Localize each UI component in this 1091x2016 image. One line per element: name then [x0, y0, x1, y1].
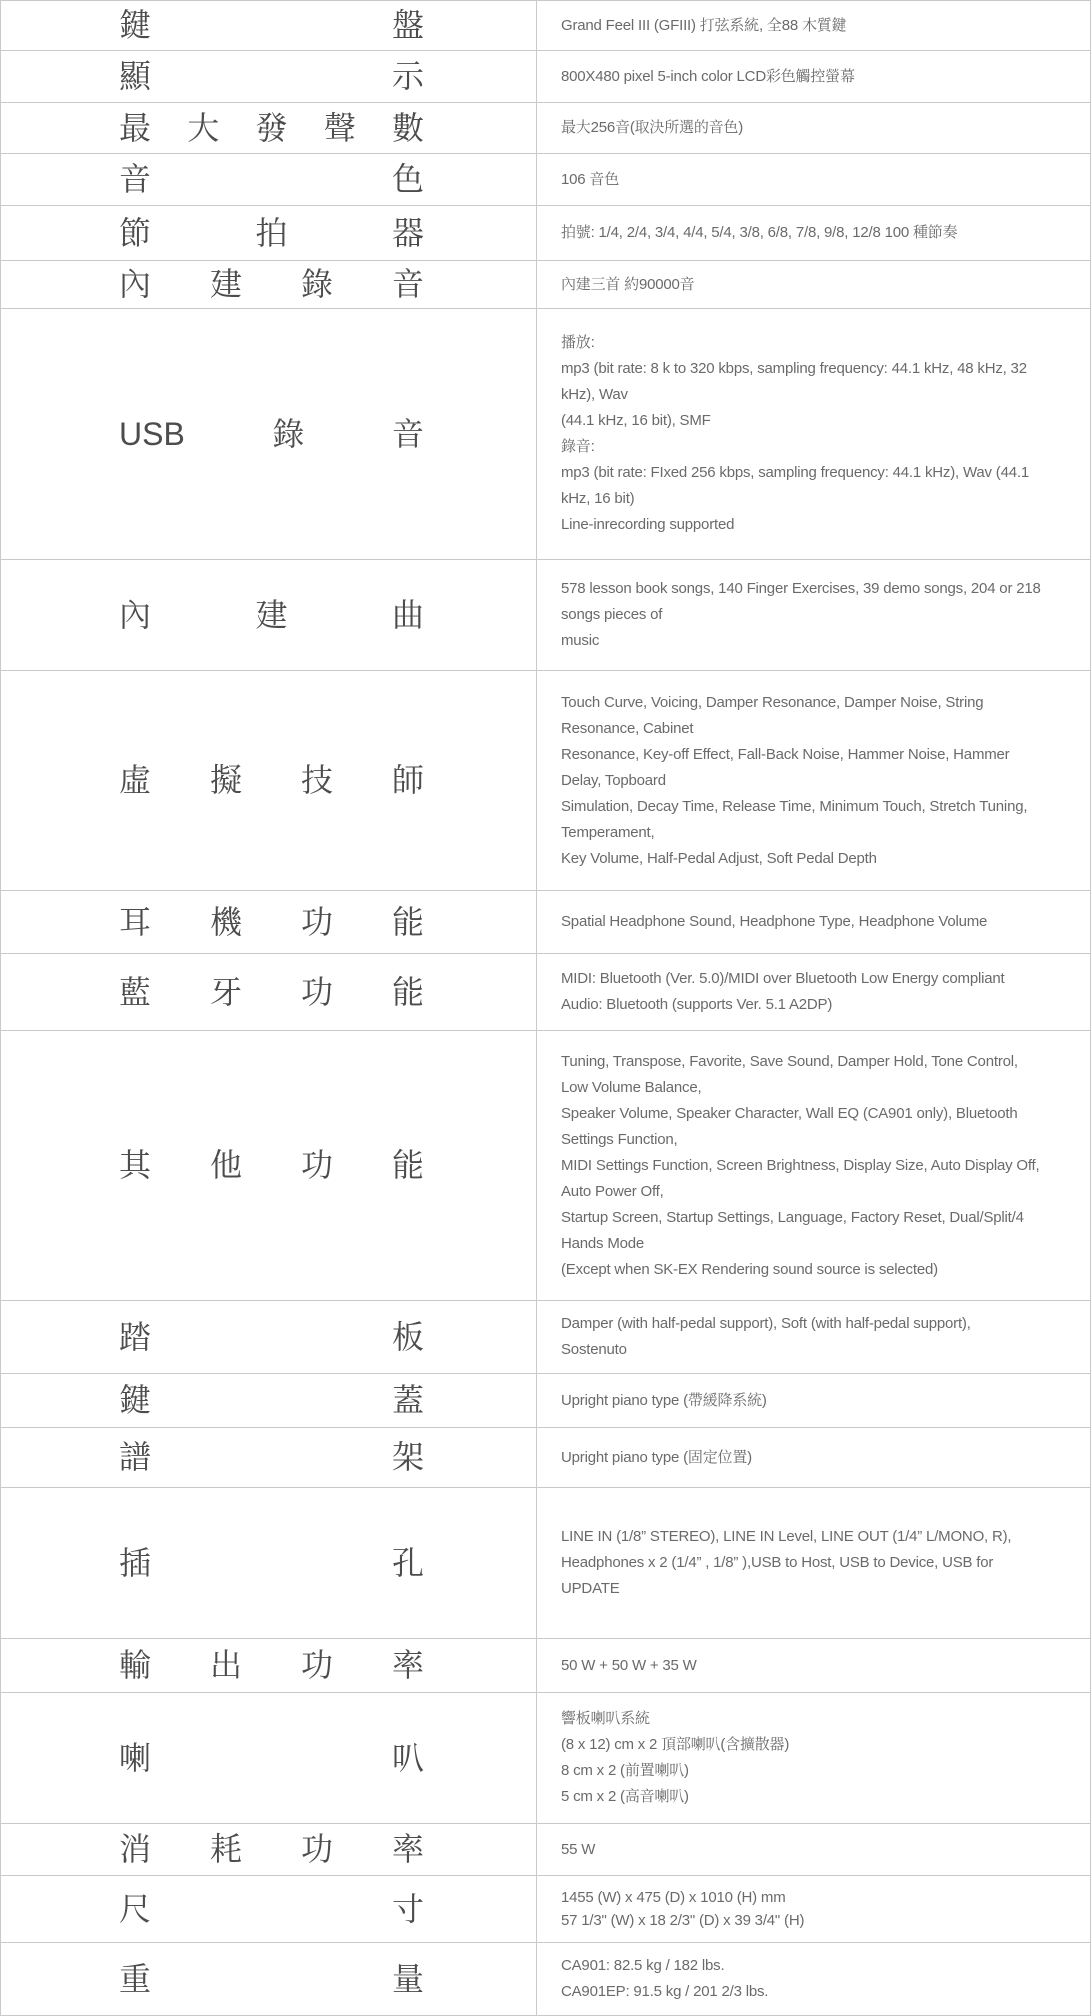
spec-value-line: Audio: Bluetooth (supports Ver. 5.1 A2DP) — [561, 996, 833, 1013]
label-char: 音 — [391, 266, 424, 303]
label-char: 數 — [391, 109, 424, 146]
label-char: 量 — [391, 1960, 424, 1997]
spec-row-internal-recorder — [1, 261, 1090, 309]
spec-value-line: Upright piano type (帶緩降系統) — [561, 1391, 767, 1409]
spec-label-text — [1, 1378, 536, 1423]
spec-row-usb-recorder — [1, 309, 1090, 560]
label-char: 大 — [187, 109, 220, 146]
spec-label-power-consumption — [1, 1824, 537, 1875]
spec-label-keyboard — [1, 1, 537, 50]
spec-row-pedals — [1, 1301, 1090, 1374]
spec-label-text — [1, 106, 536, 151]
label-char: 踏 — [119, 1318, 152, 1355]
label-char: 其 — [119, 1147, 152, 1184]
label-char: 譜 — [119, 1439, 152, 1476]
label-char: 內 — [119, 266, 152, 303]
spec-value-line: Tuning, Transpose, Favorite, Save Sound, Damper Hold, Tone Control, — [561, 1052, 1018, 1070]
spec-value-jacks — [537, 1488, 1090, 1638]
label-char: 建 — [255, 596, 288, 633]
spec-value-line: 57 1/3" (W) x 18 2/3" (D) x 39 3/4" (H) — [561, 1912, 805, 1929]
spec-label-speakers — [1, 1693, 537, 1823]
spec-value-keyboard — [537, 1, 1090, 50]
spec-value-dimensions — [537, 1876, 1090, 1942]
label-char: 功 — [300, 1147, 333, 1184]
spec-label-text — [1, 1643, 536, 1688]
spec-value-line: 內建三首 約90000音 — [561, 275, 695, 293]
spec-value-line: 播放: — [561, 334, 595, 351]
spec-row-virtual-technician — [1, 671, 1090, 891]
label-char: 聲 — [323, 109, 356, 146]
label-char: 蓋 — [391, 1382, 424, 1419]
spec-value-line: (8 x 12) cm x 2 頂部喇叭(含擴散器) — [561, 1736, 790, 1753]
label-char: 色 — [391, 161, 424, 198]
label-char: 師 — [391, 762, 424, 799]
label-char: 他 — [209, 1147, 242, 1184]
label-char: 音 — [119, 161, 152, 198]
spec-label-max-polyphony — [1, 103, 537, 153]
label-char: 建 — [209, 266, 242, 303]
label-char: 插 — [119, 1544, 152, 1581]
label-char: 能 — [391, 973, 424, 1010]
spec-label-usb-recorder — [1, 309, 537, 559]
label-char: 能 — [391, 903, 424, 940]
spec-value-line: 5 cm x 2 (高音喇叭) — [561, 1788, 689, 1805]
spec-label-key-cover — [1, 1374, 537, 1427]
spec-value-power-consumption — [537, 1824, 1090, 1875]
spec-label-text — [1, 1827, 536, 1872]
spec-label-other-functions — [1, 1031, 537, 1300]
spec-value-line: Auto Power Off, — [561, 1182, 664, 1200]
spec-label-jacks — [1, 1488, 537, 1638]
spec-row-dimensions — [1, 1876, 1090, 1943]
spec-row-display — [1, 51, 1090, 103]
spec-value-usb-recorder — [537, 309, 1090, 559]
spec-value-max-polyphony — [537, 103, 1090, 153]
spec-row-jacks — [1, 1488, 1090, 1639]
label-char: 虛 — [119, 762, 152, 799]
spec-row-bluetooth-functions — [1, 954, 1090, 1031]
label-char: 牙 — [209, 973, 242, 1010]
label-char: 架 — [391, 1439, 424, 1476]
spec-value-internal-recorder — [537, 261, 1090, 308]
label-char: 重 — [119, 1960, 152, 1997]
label-char: 機 — [209, 903, 242, 940]
spec-label-bluetooth-functions — [1, 954, 537, 1030]
spec-label-text — [1, 1887, 536, 1932]
spec-value-line: MIDI: Bluetooth (Ver. 5.0)/MIDI over Bluetooth Low Energy compliant — [561, 970, 1005, 987]
label-char: 耗 — [209, 1831, 242, 1868]
label-char: 功 — [300, 1647, 333, 1684]
spec-value-internal-songs — [537, 560, 1090, 670]
spec-value-line: songs pieces of — [561, 606, 663, 623]
spec-value-line: Delay, Topboard — [561, 771, 666, 789]
spec-label-text — [1, 1315, 536, 1360]
label-char: 功 — [300, 973, 333, 1010]
spec-value-line: Sostenuto — [561, 1341, 627, 1358]
label-char: USB — [119, 415, 185, 452]
label-char: 消 — [119, 1831, 152, 1868]
spec-value-line: Line-inrecording supported — [561, 516, 735, 533]
label-char: 錄 — [300, 266, 333, 303]
spec-row-output-power — [1, 1639, 1090, 1693]
spec-value-display — [537, 51, 1090, 102]
spec-value-other-functions — [537, 1031, 1090, 1300]
label-char: 能 — [391, 1147, 424, 1184]
label-char: 板 — [391, 1318, 424, 1355]
spec-value-line: Speaker Volume, Speaker Character, Wall EQ (CA901 only), Bluetooth — [561, 1104, 1018, 1122]
spec-value-line: 1455 (W) x 475 (D) x 1010 (H) mm — [561, 1889, 786, 1906]
spec-value-line: LINE IN (1/8” STEREO), LINE IN Level, LINE OUT (1/4” L/MONO, R), — [561, 1528, 1012, 1545]
spec-value-line: Touch Curve, Voicing, Damper Resonance, Damper Noise, String — [561, 693, 984, 711]
spec-value-virtual-technician — [537, 671, 1090, 890]
spec-value-line: Grand Feel III (GFIII) 打弦系統, 全88 木質鍵 — [561, 16, 847, 34]
spec-label-internal-songs — [1, 560, 537, 670]
spec-label-headphone-functions — [1, 891, 537, 953]
spec-value-line: Spatial Headphone Sound, Headphone Type, Headphone Volume — [561, 913, 988, 930]
spec-label-display — [1, 51, 537, 102]
spec-row-key-cover — [1, 1374, 1090, 1428]
spec-value-line: Damper (with half-pedal support), Soft (with half-pedal support), — [561, 1315, 971, 1332]
spec-row-music-rest — [1, 1428, 1090, 1488]
spec-row-metronome — [1, 206, 1090, 261]
spec-value-tones — [537, 154, 1090, 205]
spec-label-pedals — [1, 1301, 537, 1373]
spec-value-line: music — [561, 632, 600, 649]
spec-value-line: 錄音: — [561, 438, 595, 455]
spec-label-text — [1, 412, 536, 457]
spec-value-metronome — [537, 206, 1090, 260]
spec-value-line: Resonance, Cabinet — [561, 719, 694, 737]
spec-value-music-rest — [537, 1428, 1090, 1487]
spec-value-line: Upright piano type (固定位置) — [561, 1448, 752, 1466]
spec-value-weight — [537, 1943, 1090, 2015]
spec-value-line: 最大256音(取決所選的音色) — [561, 119, 744, 136]
spec-value-line: (Except when SK-EX Rendering sound source is selected) — [561, 1260, 938, 1278]
label-char: 最 — [119, 109, 152, 146]
label-char: 率 — [391, 1647, 424, 1684]
label-char: 器 — [391, 214, 424, 251]
spec-label-text — [1, 1736, 536, 1781]
spec-row-max-polyphony — [1, 103, 1090, 154]
label-char: 拍 — [255, 214, 288, 251]
label-char: 尺 — [119, 1890, 152, 1927]
label-char: 節 — [119, 214, 152, 251]
spec-value-line: UPDATE — [561, 1580, 620, 1597]
label-char: 技 — [300, 762, 333, 799]
spec-label-text — [1, 758, 536, 803]
label-char: 叭 — [391, 1739, 424, 1776]
label-char: 音 — [391, 415, 424, 452]
label-char: 喇 — [119, 1739, 152, 1776]
label-char: 鍵 — [119, 7, 152, 44]
spec-value-line: 55 W — [561, 1840, 596, 1858]
spec-value-key-cover — [537, 1374, 1090, 1427]
spec-row-internal-songs — [1, 560, 1090, 671]
label-char: 發 — [255, 109, 288, 146]
spec-label-output-power — [1, 1639, 537, 1692]
spec-value-speakers — [537, 1693, 1090, 1823]
spec-label-text — [1, 593, 536, 638]
spec-value-line: Hands Mode — [561, 1234, 645, 1252]
spec-value-output-power — [537, 1639, 1090, 1692]
label-char: 藍 — [119, 973, 152, 1010]
spec-value-line: 拍號: 1/4, 2/4, 3/4, 4/4, 5/4, 3/8, 6/8, 7/8, 9/8, 12/8 100 種節奏 — [561, 224, 958, 241]
spec-value-line: 響板喇叭系統 — [561, 1710, 650, 1727]
spec-row-other-functions — [1, 1031, 1090, 1301]
spec-row-speakers — [1, 1693, 1090, 1824]
spec-value-line: Resonance, Key-off Effect, Fall-Back Noise, Hammer Noise, Hammer — [561, 745, 1010, 763]
spec-value-bluetooth-functions — [537, 954, 1090, 1030]
spec-label-text — [1, 1541, 536, 1586]
spec-row-headphone-functions — [1, 891, 1090, 954]
label-char: 內 — [119, 596, 152, 633]
label-char: 率 — [391, 1831, 424, 1868]
spec-label-tones — [1, 154, 537, 205]
spec-value-line: Headphones x 2 (1/4” , 1/8” ),USB to Host, USB to Device, USB for — [561, 1554, 994, 1571]
label-char: 盤 — [391, 7, 424, 44]
spec-value-line: Low Volume Balance, — [561, 1078, 702, 1096]
spec-label-weight — [1, 1943, 537, 2015]
spec-value-line: 8 cm x 2 (前置喇叭) — [561, 1762, 689, 1779]
spec-value-line: Startup Screen, Startup Settings, Language, Factory Reset, Dual/Split/4 — [561, 1208, 1024, 1226]
label-char: 寸 — [391, 1890, 424, 1927]
label-char: 耳 — [119, 903, 152, 940]
label-char: 錄 — [272, 415, 305, 452]
spec-value-line: mp3 (bit rate: FIxed 256 kbps, sampling frequency: 44.1 kHz), Wav (44.1 — [561, 464, 1029, 481]
spec-value-line: MIDI Settings Function, Screen Brightness, Display Size, Auto Display Off, — [561, 1156, 1040, 1174]
spec-value-line: Key Volume, Half-Pedal Adjust, Soft Pedal Depth — [561, 849, 877, 867]
spec-value-line: kHz), Wav — [561, 386, 628, 403]
label-char: 功 — [300, 903, 333, 940]
spec-label-text — [1, 1957, 536, 2002]
spec-label-internal-recorder — [1, 261, 537, 308]
spec-value-headphone-functions — [537, 891, 1090, 953]
spec-label-text — [1, 262, 536, 307]
label-char: 輸 — [119, 1647, 152, 1684]
spec-row-keyboard — [1, 1, 1090, 51]
spec-value-line: kHz, 16 bit) — [561, 490, 635, 507]
label-char: 顯 — [119, 58, 152, 95]
label-char: 功 — [300, 1831, 333, 1868]
label-char: 孔 — [391, 1544, 424, 1581]
spec-row-tones — [1, 154, 1090, 206]
spec-row-power-consumption — [1, 1824, 1090, 1876]
spec-label-text — [1, 1435, 536, 1480]
spec-row-weight — [1, 1943, 1090, 2015]
spec-value-line: Simulation, Decay Time, Release Time, Minimum Touch, Stretch Tuning, — [561, 797, 1028, 815]
spec-label-dimensions — [1, 1876, 537, 1942]
spec-value-line: 50 W + 50 W + 35 W — [561, 1656, 697, 1674]
spec-label-music-rest — [1, 1428, 537, 1487]
label-char: 曲 — [391, 596, 424, 633]
spec-value-line: 106 音色 — [561, 170, 619, 188]
label-char: 示 — [391, 58, 424, 95]
label-char: 擬 — [209, 762, 242, 799]
spec-label-text — [1, 54, 536, 99]
spec-value-pedals — [537, 1301, 1090, 1373]
label-char: 鍵 — [119, 1382, 152, 1419]
spec-label-metronome — [1, 206, 537, 260]
label-char: 出 — [209, 1647, 242, 1684]
spec-value-line: CA901EP: 91.5 kg / 201 2/3 lbs. — [561, 1983, 769, 2000]
spec-value-line: CA901: 82.5 kg / 182 lbs. — [561, 1957, 725, 1974]
spec-label-text — [1, 900, 536, 945]
spec-value-line: Temperament, — [561, 823, 655, 841]
spec-label-text — [1, 211, 536, 256]
spec-value-line: mp3 (bit rate: 8 k to 320 kbps, sampling frequency: 44.1 kHz, 48 kHz, 32 — [561, 360, 1027, 377]
spec-label-text — [1, 1143, 536, 1188]
spec-value-line: Settings Function, — [561, 1130, 678, 1148]
spec-value-line: 578 lesson book songs, 140 Finger Exercises, 39 demo songs, 204 or 218 — [561, 580, 1041, 597]
spec-value-line: 800X480 pixel 5-inch color LCD彩色觸控螢幕 — [561, 67, 855, 85]
spec-label-text — [1, 157, 536, 202]
spec-label-text — [1, 970, 536, 1015]
spec-label-text — [1, 3, 536, 48]
spec-value-line: (44.1 kHz, 16 bit), SMF — [561, 412, 711, 429]
spec-label-virtual-technician — [1, 671, 537, 890]
